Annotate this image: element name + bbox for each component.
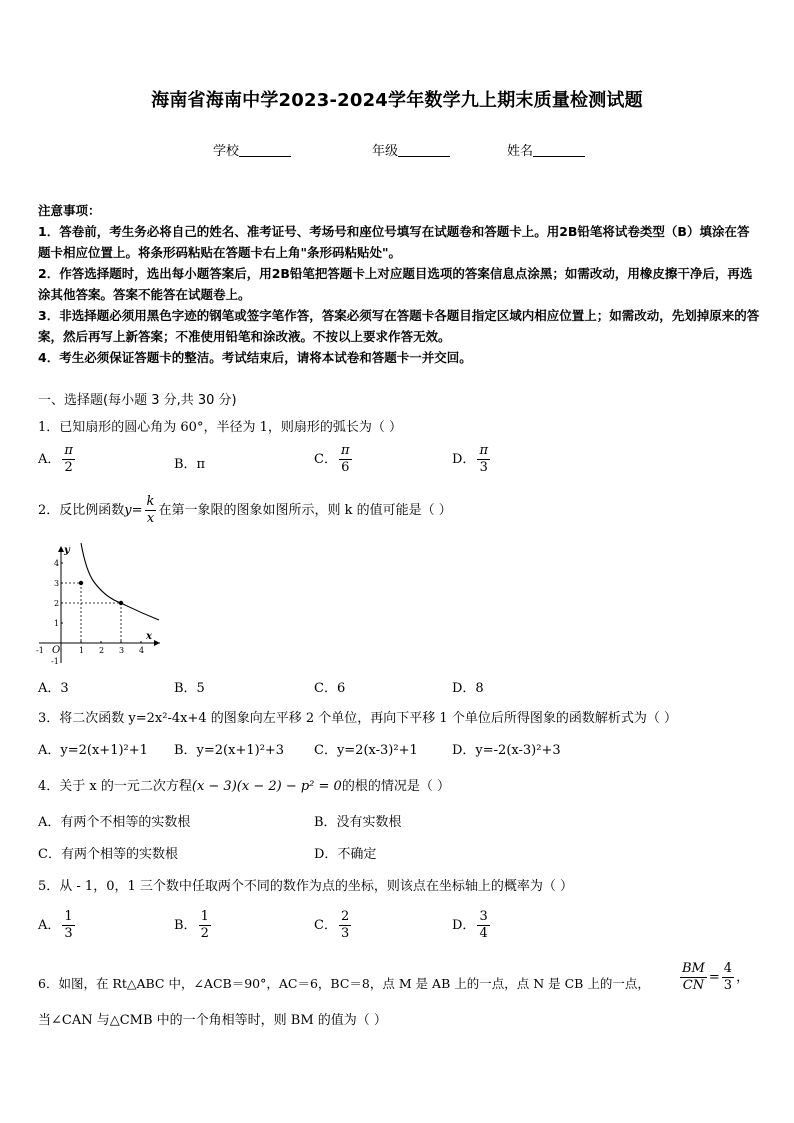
note-item-4: 4．考生必须保证答题卡的整洁。考试结束后，请将本试卷和答题卡一并交回。 bbox=[38, 350, 472, 365]
hyperbola-curve bbox=[81, 543, 159, 620]
q1-option-c[interactable] bbox=[314, 443, 354, 476]
option-label: D． bbox=[452, 918, 476, 933]
grade-label: 年级 bbox=[372, 144, 399, 159]
y-axis-label: y bbox=[64, 545, 70, 556]
numerator: π bbox=[64, 443, 73, 458]
denominator: 3 bbox=[340, 926, 350, 941]
q2-option-d[interactable]: D．8 bbox=[452, 681, 484, 696]
x-tick-2: 2 bbox=[99, 646, 105, 655]
denominator: 3 bbox=[64, 926, 73, 941]
option-label: A． bbox=[38, 452, 61, 467]
q5-option-d[interactable] bbox=[452, 909, 492, 942]
fraction bbox=[62, 909, 74, 942]
numerator: 1 bbox=[64, 909, 73, 924]
x-tick-4: 4 bbox=[139, 646, 145, 655]
section-heading: 一、选择题(每小题 3 分,共 30 分) bbox=[38, 393, 237, 408]
q2-option-c[interactable]: C．6 bbox=[314, 681, 346, 696]
note-item-1: 1．答卷前，考生务必将自己的姓名、准考证号、考场号和座位号填写在试题卷和答题卡上。用2B铅笔将试卷类型（B）填涂在答题卡相应位置上。将条形码粘贴在答题卡右上角"条形码粘贴处"。 bbox=[38, 224, 750, 260]
x-axis-arrow bbox=[154, 640, 160, 646]
question-3-stem: 3．将二次函数 y=2x²-4x+4 的图象向左平移 2 个单位，再向下平移 1 个单位后所得图象的函数解析式为（ ） bbox=[38, 711, 677, 726]
denominator: CN bbox=[682, 978, 705, 993]
question-6-ratio bbox=[678, 961, 749, 994]
q1-option-d[interactable] bbox=[452, 443, 492, 476]
q2-option-a[interactable]: A．3 bbox=[38, 681, 69, 696]
question-6-line-1: 6．如图，在 Rt△ABC 中，∠ACB＝90°，AC＝6，BC＝8，点 M 是 AB 上的一点，点 N 是 CB 上的一点， bbox=[38, 976, 650, 991]
denominator: 2 bbox=[64, 460, 73, 475]
q3-option-a[interactable]: A．y=2(x+1)²+1 bbox=[38, 743, 148, 758]
q3-option-d[interactable]: D．y=-2(x-3)²+3 bbox=[452, 743, 561, 758]
stem-prefix: 2．反比例函数 bbox=[38, 503, 125, 518]
q4-option-c[interactable]: C．有两个相等的实数根 bbox=[38, 847, 178, 862]
x-tick-1: 1 bbox=[79, 646, 85, 655]
denominator: 6 bbox=[341, 460, 350, 475]
note-item-2: 2．作答选择题时，选出每小题答案后，用2B铅笔把答题卡上对应题目选项的答案信息点涂黑；如需改动，用橡皮擦干净后，再选涂其他答案。答案不能答在试题卷上。 bbox=[38, 266, 753, 302]
q1-option-b[interactable] bbox=[174, 453, 205, 472]
origin-label: O bbox=[52, 645, 61, 656]
notes-block bbox=[38, 200, 760, 368]
x-tick-3: 3 bbox=[119, 646, 125, 655]
y-tick-1: 1 bbox=[54, 619, 60, 628]
notes-heading: 注意事项： bbox=[38, 203, 101, 218]
stem-suffix: 在第一象限的图象如图所示，则 k 的值可能是（ ） bbox=[158, 503, 452, 518]
question-2-stem bbox=[38, 494, 452, 527]
numerator: π bbox=[479, 443, 488, 458]
question-1-stem: 1．已知扇形的圆心角为 60°，半径为 1，则扇形的弧长为（ ） bbox=[38, 420, 402, 435]
option-label: A． bbox=[38, 918, 61, 933]
name-blank[interactable] bbox=[533, 144, 585, 157]
q5-option-a[interactable] bbox=[38, 909, 77, 942]
q2-option-b[interactable]: B．5 bbox=[174, 681, 205, 696]
question-6-line-2: 当∠CAN 与△CMB 中的一个角相等时，则 BM 的值为（ ） bbox=[38, 1013, 387, 1028]
y-tick-2: 2 bbox=[54, 599, 60, 608]
question-4-stem bbox=[38, 775, 450, 794]
denominator: 4 bbox=[479, 926, 488, 941]
q4-option-a[interactable]: A．有两个不相等的实数根 bbox=[38, 815, 191, 830]
page-title: 海南省海南中学2023-2024学年数学九上期末质量检测试题 bbox=[151, 90, 643, 111]
fraction-k-over-x bbox=[145, 494, 157, 527]
numerator: 3 bbox=[479, 909, 488, 924]
equals: = bbox=[708, 970, 720, 985]
y-tick-4: 4 bbox=[54, 559, 60, 568]
question-5-stem: 5．从 - 1，0，1 三个数中任取两个不同的数作为点的坐标，则该点在坐标轴上的概率为（ ） bbox=[38, 879, 574, 894]
fraction bbox=[477, 909, 489, 942]
q4-option-d[interactable]: D．不确定 bbox=[314, 847, 377, 862]
denominator: 2 bbox=[200, 926, 209, 941]
fraction bbox=[339, 443, 352, 476]
option-label: C． bbox=[314, 452, 337, 467]
x-tick-neg1: -1 bbox=[36, 646, 44, 655]
fraction bbox=[199, 909, 211, 942]
fraction bbox=[339, 909, 351, 942]
equation: (x − 3)(x − 2) − p² = 0 bbox=[191, 779, 342, 794]
note-item-3: 3．非选择题必须用黑色字迹的钢笔或签字笔作答，答案必须写在答题卡各题目指定区域内相应位置上；如需改动，先划掉原来的答案，然后再写上新答案；不准使用铅笔和涂改液。不按以上要求作答无效。 bbox=[38, 308, 760, 344]
school-field bbox=[213, 140, 291, 159]
x-axis-label: x bbox=[146, 631, 152, 642]
name-field bbox=[507, 140, 585, 159]
stem-prefix: 4．关于 x 的一元二次方程 bbox=[38, 779, 192, 794]
var-y: y bbox=[124, 503, 132, 518]
fraction-four-thirds bbox=[722, 961, 734, 994]
option-label: D． bbox=[452, 452, 476, 467]
reciprocal-function-graph bbox=[34, 543, 164, 668]
q3-option-c[interactable]: C．y=2(x-3)²+1 bbox=[314, 743, 418, 758]
q1-option-a[interactable] bbox=[38, 443, 77, 476]
numerator: k bbox=[146, 494, 155, 509]
point-1-3 bbox=[79, 581, 83, 585]
equals: = bbox=[131, 503, 143, 518]
denominator: 3 bbox=[723, 978, 733, 993]
fraction bbox=[477, 443, 490, 476]
y-tick-neg1: -1 bbox=[51, 657, 59, 666]
numerator: 4 bbox=[723, 961, 733, 976]
dashed-guides bbox=[61, 583, 121, 643]
y-tick-3: 3 bbox=[54, 579, 60, 588]
fraction bbox=[62, 443, 75, 476]
option-label: C． bbox=[314, 918, 337, 933]
q3-option-b[interactable]: B．y=2(x+1)²+3 bbox=[174, 743, 285, 758]
numerator: π bbox=[340, 443, 350, 458]
name-label: 姓名 bbox=[507, 144, 534, 159]
numerator: 1 bbox=[200, 909, 209, 924]
q5-option-c[interactable] bbox=[314, 909, 353, 942]
grade-field bbox=[372, 140, 450, 159]
comma: ， bbox=[736, 970, 750, 985]
stem-suffix: 的根的情况是（ ） bbox=[341, 779, 450, 794]
fraction-bm-over-cn bbox=[680, 961, 707, 994]
q5-option-b[interactable] bbox=[174, 909, 213, 942]
q4-option-b[interactable]: B．没有实数根 bbox=[314, 815, 402, 830]
school-blank[interactable] bbox=[239, 144, 291, 157]
denominator: 3 bbox=[479, 460, 488, 475]
school-label: 学校 bbox=[213, 144, 240, 159]
numerator: BM bbox=[682, 961, 705, 976]
option-label: B． bbox=[174, 918, 197, 933]
point-3-2 bbox=[119, 601, 123, 605]
option-label: B．π bbox=[174, 457, 206, 472]
numerator: 2 bbox=[340, 909, 350, 924]
denominator: x bbox=[146, 511, 155, 526]
grade-blank[interactable] bbox=[398, 144, 450, 157]
